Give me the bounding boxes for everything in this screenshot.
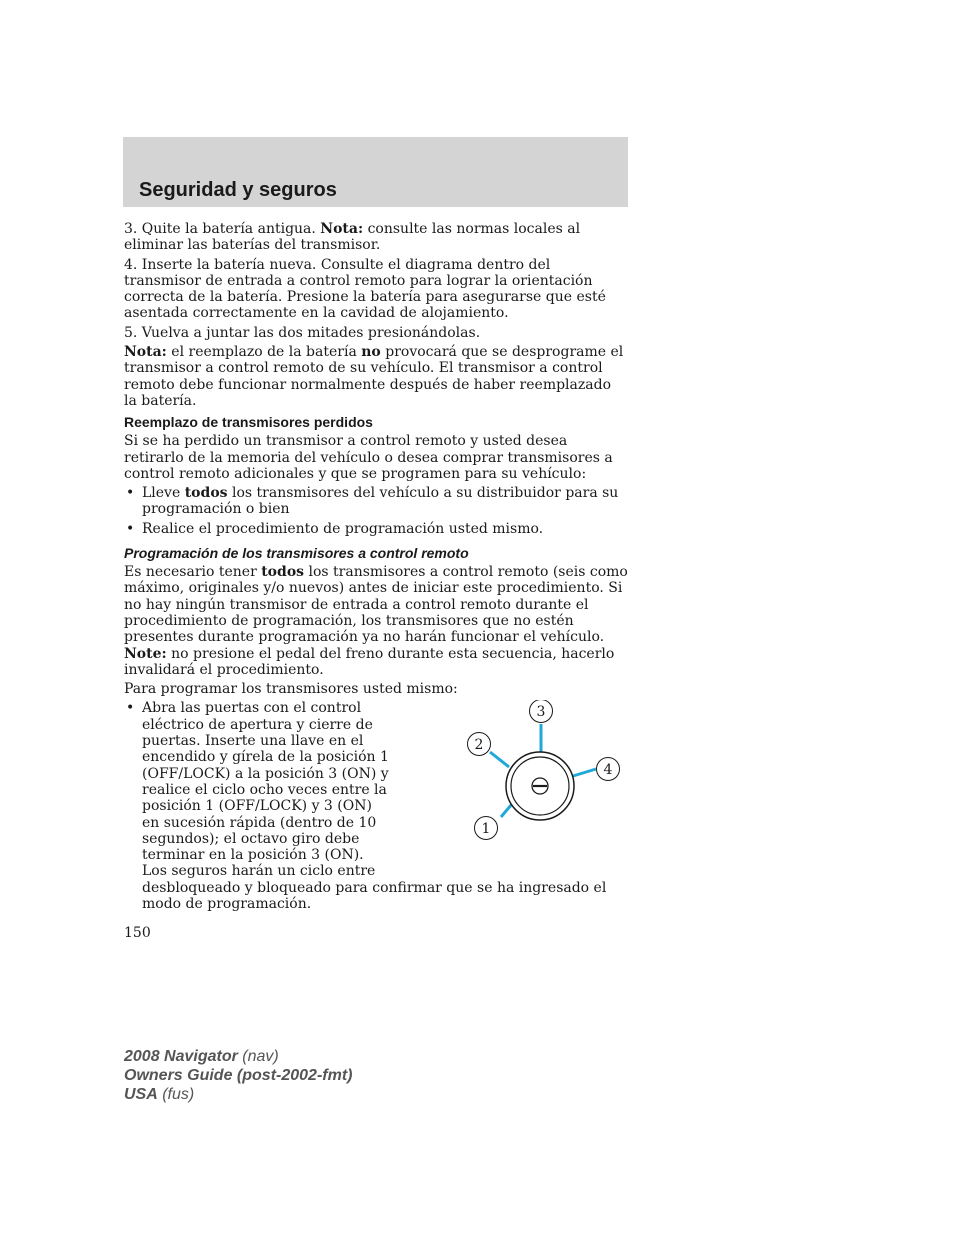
list-item: • Lleve todos los transmisores del vehículo a su distribuidor para su programación o bien xyxy=(124,485,628,518)
section-header xyxy=(123,137,628,207)
subheading-programming: Programación de los transmisores a control remoto xyxy=(124,545,469,562)
paragraph-step-3: 3. Quite la batería antigua. Nota: consulte las normas locales al eliminar las baterías del transmisor. xyxy=(124,221,581,254)
bullet-list-lost xyxy=(124,485,628,537)
page-number: 150 xyxy=(124,925,151,941)
list-item: • 3 2 4 1 Abra las puertas con el control eléctrico de apertura y cierre de puertas. Inserte una llave en el encendido y gírela de la posición 1 (OFF/LOCK) a la posición 3 (ON) y realice el ciclo ocho veces entre la posición 1 (OFF/LOCK) y 3 (ON) en sucesión rápida (dentro de 10 segundos); el octavo giro debe terminar en la posición 3 (ON). Los seguros harán un ciclo entre desbloqueado y bloqueado para confirmar que se ha ingresado el modo de programación. xyxy=(124,700,628,912)
paragraph-step-4: 4. Inserte la batería nueva. Consulte el diagrama dentro del transmisor de entrada a control remoto para lograr la orientación correcta de la batería. Presione la batería para asegurarse que esté asentada correctamente en la cavidad de alojamiento. xyxy=(124,256,606,322)
ignition-positions-svg xyxy=(398,700,628,865)
paragraph-programming: Es necesario tener todos los transmisores a control remoto (seis como máximo, originales y/o nuevos) antes de iniciar este procedimiento. Si no hay ningún transmisor de entrada a control remoto durante el procedimiento de programación, los transmisores que no estén presentes durante programación ya no harán funcionar el vehículo. Note: no presione el pedal del freno durante esta secuencia, hacerlo invalidará el procedimiento. xyxy=(124,564,628,678)
footer-line-1: 2008 Navigator (nav) xyxy=(124,1048,279,1065)
footer-line-2: Owners Guide (post-2002-fmt) xyxy=(124,1067,353,1084)
paragraph-lost-intro: Si se ha perdido un transmisor a control remoto y usted desea retirarlo de la memoria del vehículo o desea comprar transmisores a control remoto adicionales y que se programen para su vehículo: xyxy=(124,433,613,482)
paragraph-note: Nota: el reemplazo de la batería no provocará que se desprograme el transmisor a control remoto de su vehículo. El transmisor a control remoto debe funcionar normalmente después de haber reemplazado la batería. xyxy=(124,344,624,409)
subheading-lost-transmitters: Reemplazo de transmisores perdidos xyxy=(124,414,373,431)
bullet-list-programming xyxy=(124,700,628,912)
page-title: Seguridad y seguros xyxy=(139,179,337,201)
label-3: • 3 xyxy=(536,704,546,721)
position-line-2 xyxy=(490,752,509,767)
position-line-4 xyxy=(573,769,596,776)
ignition-diagram xyxy=(398,700,628,865)
label-2: 2 xyxy=(474,737,484,754)
paragraph-program-lead: Para programar los transmisores usted mismo: xyxy=(124,681,458,698)
list-item: • Realice el procedimiento de programación usted mismo. xyxy=(124,521,628,537)
footer-line-3: USA (fus) xyxy=(124,1086,195,1103)
label-1: 1 xyxy=(481,821,491,838)
paragraph-step-5: 5. Vuelva a juntar las dos mitades presionándolas. xyxy=(124,324,481,341)
document-footer xyxy=(124,1047,352,1104)
label-4: 4 xyxy=(603,762,613,779)
body-content xyxy=(124,221,628,915)
